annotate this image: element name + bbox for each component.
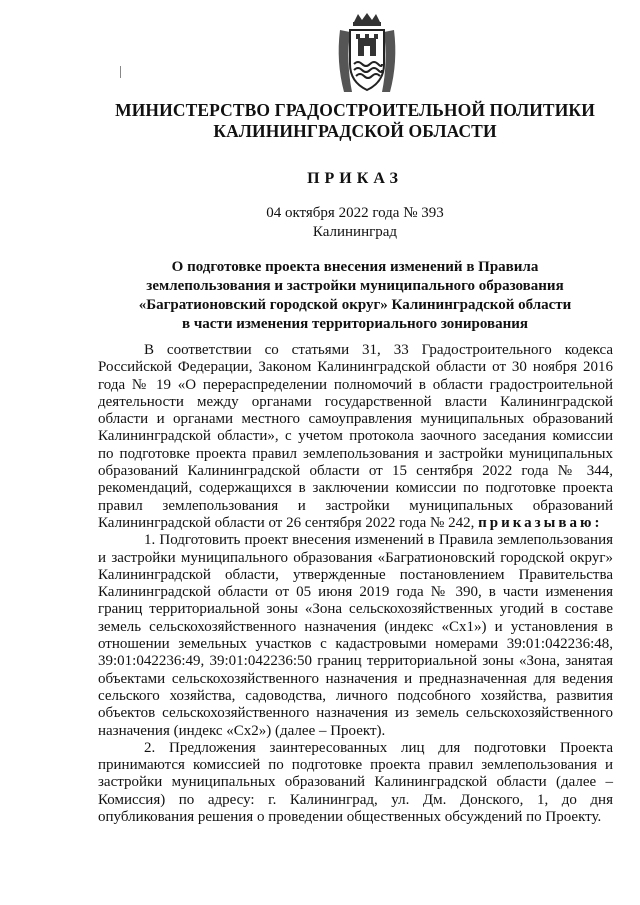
coat-of-arms-icon [334,12,400,96]
margin-mark [120,66,121,78]
order-body [98,342,613,826]
order-title: ПРИКАЗ [307,170,403,187]
item-2-paragraph: 2. Предложения заинтересованных лиц для подготовки Проекта принимаются комиссией по подготовке проекта правил землепользования и застройки муниципальных образований Калининградской области (далее – Комиссия) по адресу: г. Калининград, ул. Дм. Донского, 1, до дня опубликования решения о проведении общественных обсуждений по Проекту. [98,739,613,826]
preamble-text: В соответствии со статьями 31, 33 Градостроительного кодекса Российской Федерации, Законом Калининградской области от 30 ноября 2016 года № 19 «О перераспределении полномочий в области градостроительной деятельности между органами государственной власти Калининградской области и органами местного самоуправления муниципальных образований Калининградской области», с учетом протокола заочного заседания комиссии по подготовке проекта правил землепользования и застройки муниципальных образований Калининградской области от 15 сентября 2022 года № 344, рекомендаций, содержащихся в заключении комиссии по подготовке проекта правил землепользования и застройки муниципальных образований Калининградской области от 26 сентября 2022 года № 242, [98,342,613,531]
ministry-line-2: КАЛИНИНГРАДСКОЙ ОБЛАСТИ [213,121,497,141]
subject-line-3: «Багратионовский городской округ» Калининградской области [138,297,572,313]
ministry-line-1: МИНИСТЕРСТВО ГРАДОСТРОИТЕЛЬНОЙ ПОЛИТИКИ [115,100,595,120]
order-date-number: 04 октября 2022 года № 393 [266,205,444,221]
item-1-paragraph: 1. Подготовить проект внесения изменений в Правила землепользования и застройки муниципального образования «Багратионовский городской округ» Калининградской области, утвержденные постановлением Правительства Калининградской области от 05 июня 2019 года № 390, в части изменения границ территориальной зоны «Зона сельскохозяйственных угодий в составе земель сельскохозяйственного назначения (индекс «Сх1») и установления в отношении земельных участков с кадастровыми номерами 39:01:042236:48, 39:01:042236:49, 39:01:042236:50 границ территориальной зоны «Зона, занятая объектами сельскохозяйственного назначения и предназначенная для ведения сельского хозяйства, садоводства, личного подсобного хозяйства, развития объектов сельскохозяйственного назначения из земель сельскохозяйственного назначения (индекс «Сх2») (далее – Проект). [98,532,613,739]
subject-line-2: землепользования и застройки муниципального образования [146,278,564,294]
subject-line-1: О подготовке проекта внесения изменений в Правила [171,259,539,275]
order-word: приказываю: [478,514,603,531]
order-subject [110,258,600,334]
ministry-name [100,100,610,142]
preamble-paragraph [98,342,613,532]
subject-line-4: в части изменения территориального зонирования [181,316,529,332]
order-city: Калининград [312,224,398,240]
